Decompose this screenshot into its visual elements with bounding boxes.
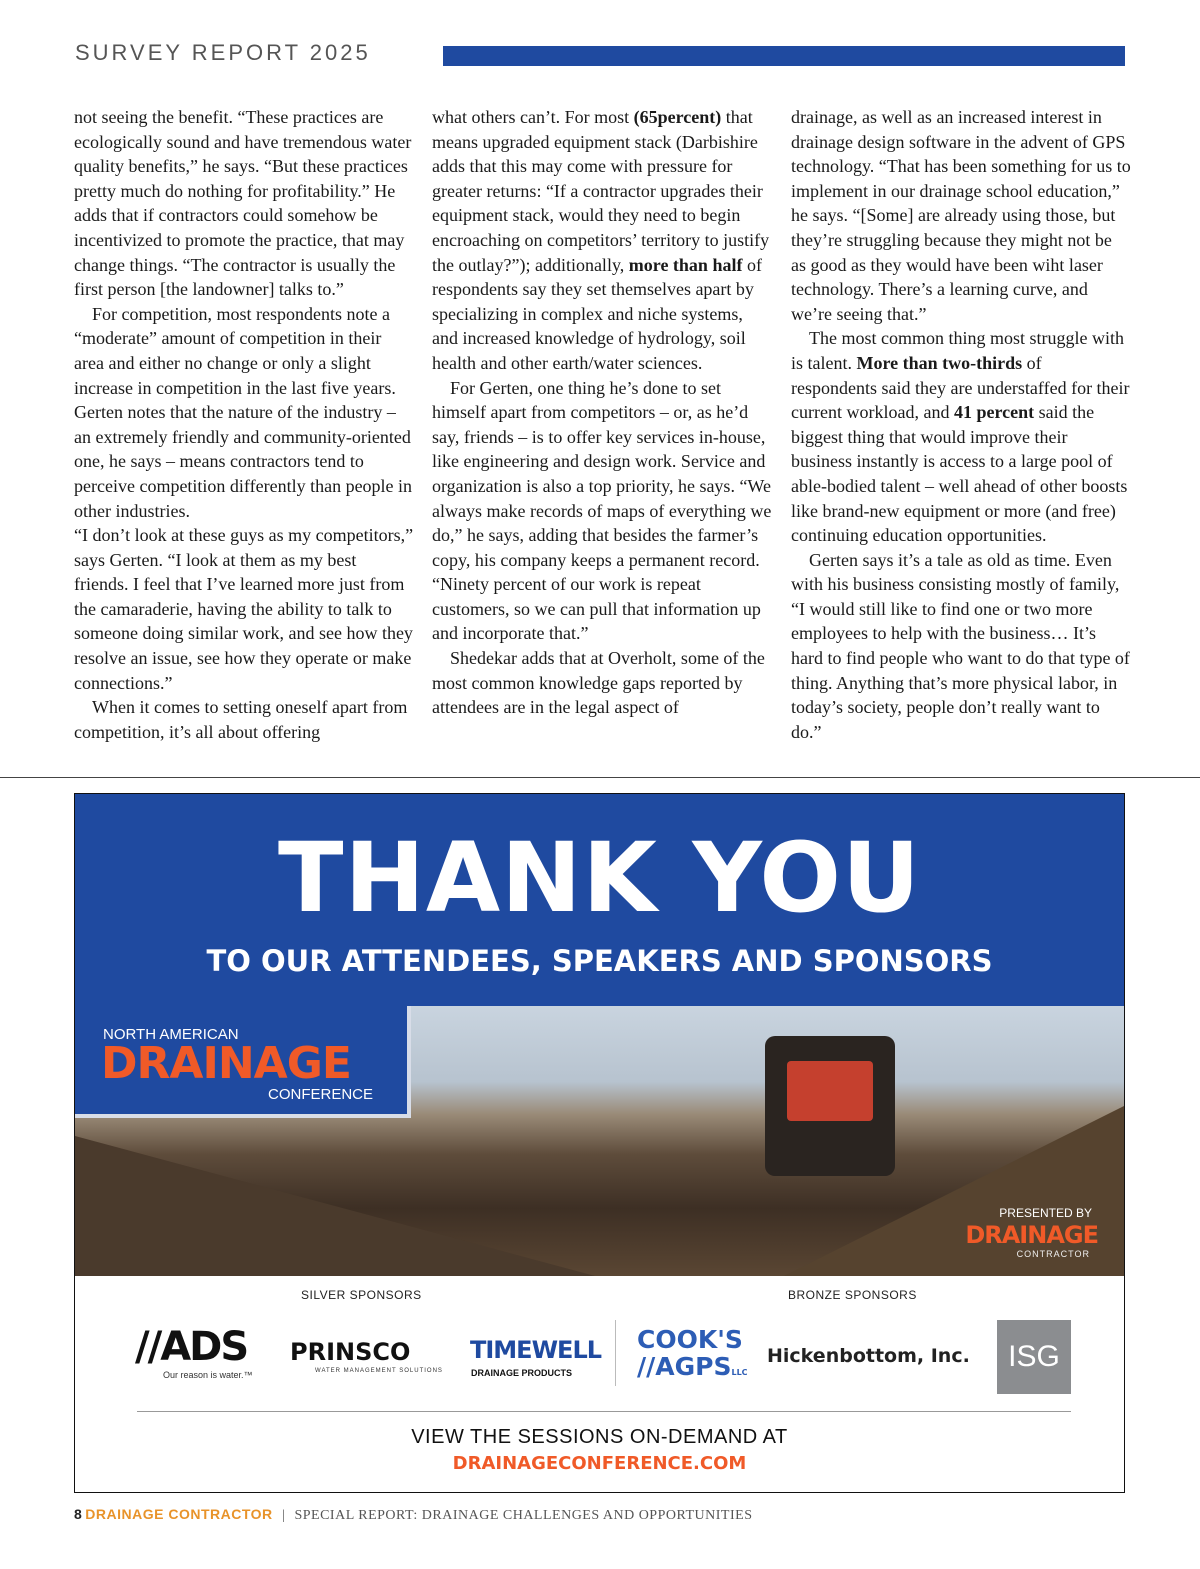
prinsco-logo: PRINSCO xyxy=(290,1338,411,1366)
hickenbottom-logo: Hickenbottom, Inc. xyxy=(767,1345,970,1367)
article-paragraph xyxy=(74,695,414,744)
ad-view-sessions-text: VIEW THE SESSIONS ON-DEMAND AT xyxy=(411,1426,788,1448)
ad-subheadline: TO OUR ATTENDEES, SPEAKERS AND SPONSORS xyxy=(206,944,993,978)
sponsor-divider xyxy=(615,1320,616,1386)
text-run: The most common thing most struggle with is talent. xyxy=(791,328,1124,373)
text-run: that means upgraded equipment stack (Darbishire adds that this may come with pressure for greater returns: “If a contractor upgrades their equipment stack, would they need to begin encroaching on competitors’ territory to justify the outlay?”); additionally, xyxy=(432,107,770,275)
article-column-3 xyxy=(791,105,1131,744)
article-paragraph xyxy=(432,376,772,647)
ad-banner xyxy=(75,794,1124,1006)
ad-photo-trench-tractor xyxy=(75,1006,1124,1276)
conference-logo-bottom: CONFERENCE xyxy=(268,1086,374,1103)
prinsco-logo-tagline: WATER MANAGEMENT SOLUTIONS xyxy=(315,1368,443,1374)
timewell-logo-tagline: DRAINAGE PRODUCTS xyxy=(471,1368,573,1378)
article-paragraph xyxy=(74,523,414,695)
page-footer xyxy=(74,1506,752,1524)
bold-highlight: More than two-thirds xyxy=(856,352,1023,373)
article-paragraph xyxy=(791,326,1131,547)
article-paragraph xyxy=(432,646,772,720)
ad-rule xyxy=(137,1411,1071,1412)
ad-conference-url[interactable]: DRAINAGECONFERENCE.COM xyxy=(452,1453,747,1474)
bronze-sponsors-label: BRONZE SPONSORS xyxy=(788,1288,917,1302)
text-run: “I don’t look at these guys as my competitors,” says Gerten. “I look at them as my best friends. I feel that I’ve learned more just from the camaraderie, having the ability to talk to someone doing similar work, and see how they resolve an issue, see how they operate or make connections.” xyxy=(74,525,414,693)
article-column-1 xyxy=(74,105,414,744)
thank-you-advertisement xyxy=(74,793,1125,1493)
article-paragraph xyxy=(74,302,414,523)
text-run: For Gerten, one thing he’s done to set himself apart from competitors – or, as he’d say, friends – is to offer key services in-house, like engineering and design work. Service and organization is also a top priority, he says. “We always make records of maps of everything we do,” he says, adding that besides the farmer’s copy, his company keeps a permanent record. “Ninety percent of our work is repeat customers, so we can pull that information up and incorporate that.” xyxy=(432,377,772,644)
text-run: not seeing the benefit. “These practices are ecologically sound and have tremendous water quality benefits,” he says. “But these practices pretty much do nothing for profitability.” He adds that if contractors could somehow be incentivized to promote the practice, that may change things. “The contractor is usually the first person [the landowner] talks to.” xyxy=(74,107,412,300)
conference-logo-top: NORTH AMERICAN xyxy=(103,1026,239,1043)
text-run: drainage, as well as an increased interest in drainage design software in the advent of GPS technology. “That has been something for us to implement in our drainage school education,” he says. “[Some] are already using those, but they’re struggling because they might not be as good as they would have been wiht laser technology. There’s a learning curve, and we’re seeing that.” xyxy=(791,107,1131,324)
ads-logo-tagline: Our reason is water.™ xyxy=(163,1370,253,1380)
text-run: what others can’t. For most xyxy=(432,107,634,127)
article-paragraph xyxy=(74,105,414,302)
presenter-logo-sub: CONTRACTOR xyxy=(1016,1249,1090,1259)
isg-logo: ISG xyxy=(997,1320,1071,1394)
conference-logo xyxy=(75,1006,411,1118)
article-paragraph xyxy=(432,105,772,376)
cooks-logo-line-1: COOK'S xyxy=(637,1325,743,1354)
section-divider xyxy=(0,777,1200,778)
footer-section-title: SPECIAL REPORT: DRAINAGE CHALLENGES AND OPPORTUNITIES xyxy=(294,1508,753,1523)
page-number: 8 xyxy=(74,1506,82,1522)
cooks-logo-llc: LLC xyxy=(731,1368,748,1377)
conference-logo-main: DRAINAGE xyxy=(101,1038,351,1089)
text-run: When it comes to setting oneself apart from competition, it’s all about offering xyxy=(74,697,408,742)
cooks-logo-line-2 xyxy=(637,1353,748,1386)
presenter-logo: DRAINAGE xyxy=(965,1221,1098,1249)
header-bar xyxy=(443,46,1125,66)
text-run: Shedekar adds that at Overholt, some of the most common knowledge gaps reported by attendees are in the legal aspect of xyxy=(432,648,765,718)
presented-by-label: PRESENTED BY xyxy=(999,1206,1092,1220)
bold-highlight: more than half xyxy=(628,254,743,275)
article-paragraph xyxy=(791,548,1131,745)
ads-logo: //ADS xyxy=(135,1324,248,1370)
footer-separator: | xyxy=(282,1508,285,1523)
trench-left-wall xyxy=(75,1136,595,1276)
cooks-logo-agps: //AGPS xyxy=(637,1352,732,1381)
article-column-2 xyxy=(432,105,772,720)
text-run: said the biggest thing that would improve their business instantly is access to a large pool of able-bodied talent – well ahead of other boosts like brand-new equipment or more (and free) continuing education opportunities. xyxy=(791,402,1128,546)
footer-magazine-name: DRAINAGE CONTRACTOR xyxy=(85,1506,273,1522)
text-run: For competition, most respondents note a “moderate” amount of competition in their area and either no change or only a slight increase in competition in the last five years. Gerten notes that the nature of the industry – an extremely friendly and community-oriented one, he says – means contractors tend to perceive competition differently than people in other industries. xyxy=(74,303,413,521)
text-run: Gerten says it’s a tale as old as time. Even with his business consisting mostly of family, “I would still like to find one or two more employees to help with the business… It’s hard to find people who want to do that type of thing. Anything that’s more physical labor, in today’s society, people don’t really want to do.” xyxy=(791,549,1130,742)
text-run: of respondents say they set themselves apart by specializing in complex and niche systems, and increased knowledge of hydrology, soil health and other earth/water sciences. xyxy=(432,254,762,373)
bold-highlight: 41 percent xyxy=(953,402,1035,423)
timewell-logo: TIMEWELL xyxy=(470,1336,602,1364)
text-run: of respondents said they are understaffed for their current workload, and xyxy=(791,352,1130,423)
cooks-agps-logo xyxy=(637,1326,748,1386)
silver-sponsors-label: SILVER SPONSORS xyxy=(301,1288,422,1302)
article-paragraph xyxy=(791,105,1131,326)
header-title: SURVEY REPORT 2025 xyxy=(75,40,371,65)
bold-highlight: (65percent) xyxy=(633,107,722,127)
ad-headline: THANK YOU xyxy=(278,822,921,934)
